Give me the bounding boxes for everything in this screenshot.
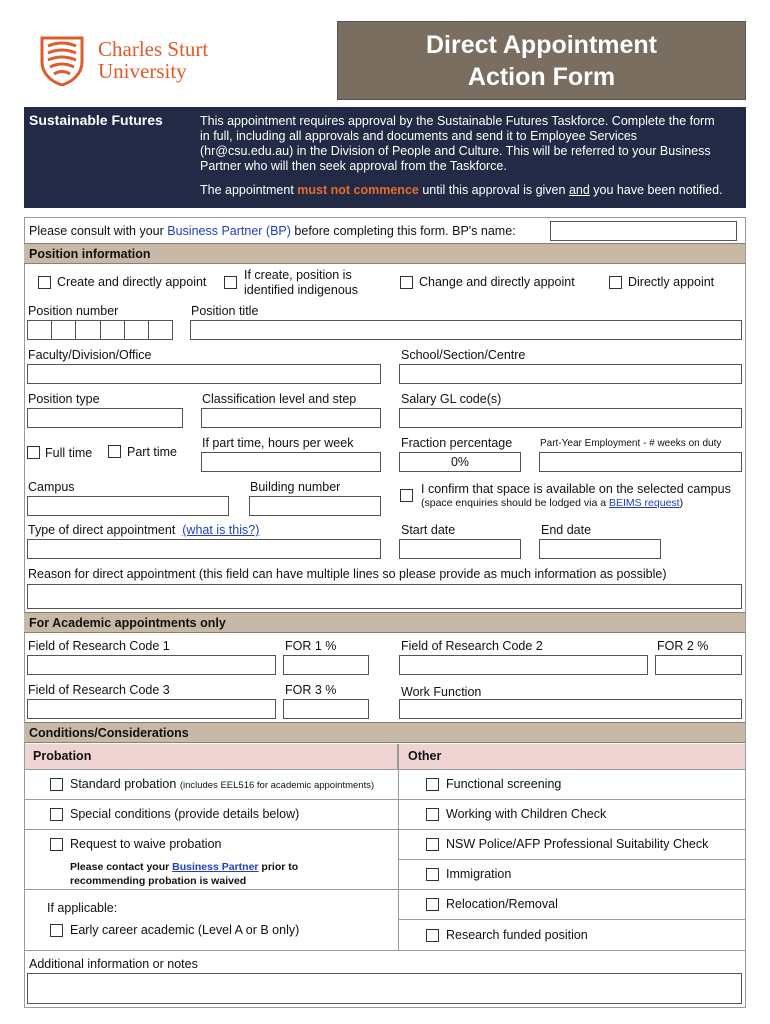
position-title-input[interactable] [190,320,742,340]
create-appoint-checkbox[interactable] [38,276,51,289]
notice-line-1: This appointment requires approval by the Sustainable Futures Taskforce. Complete the form [200,114,715,128]
hours-per-week-label: If part time, hours per week [202,436,354,450]
csu-logo-icon [38,36,86,86]
notice-text [200,114,723,198]
probation-heading: Probation [25,744,398,769]
space-confirm-label: I confirm that space is available on the selected campus [421,482,731,496]
position-number-label: Position number [28,304,119,318]
police-check-checkbox[interactable] [426,838,439,851]
for1-pct-label: FOR 1 % [285,639,337,653]
part-year-input[interactable] [539,452,742,472]
for1-pct-input[interactable] [283,655,369,675]
special-conditions-checkbox[interactable] [50,808,63,821]
notice-warning-pre: The appointment [200,183,298,197]
direct-appoint-checkbox[interactable] [609,276,622,289]
notice-line-2: in full, including all approvals and documents and send it to Employee Services [200,129,638,143]
salary-gl-label: Salary GL code(s) [401,392,502,406]
position-title-label: Position title [191,304,259,318]
special-conditions-label: Special conditions (provide details below) [70,807,300,821]
direct-type-label [28,523,259,537]
immigration-checkbox[interactable] [426,868,439,881]
direct-type-text: Type of direct appointment [28,523,176,537]
end-date-label: End date [541,523,592,537]
sustainable-futures-notice [24,107,746,208]
for3-label: Field of Research Code 3 [28,683,170,697]
functional-screening-label: Functional screening [446,777,562,791]
notice-warning [200,183,723,198]
std-probation-text: Standard probation [70,777,180,791]
part-time-checkbox[interactable] [108,445,121,458]
space-note-pre: (space enquiries should be lodged via a [421,497,609,509]
notice-warning-post: you have been notified. [589,183,723,197]
direct-type-input[interactable] [27,539,381,559]
hours-per-week-input[interactable] [201,452,381,472]
for3-pct-label: FOR 3 % [285,683,337,697]
classification-input[interactable] [201,408,381,428]
wwcc-label: Working with Children Check [446,807,607,821]
end-date-input[interactable] [539,539,661,559]
immigration-label: Immigration [446,867,512,881]
full-time-label: Full time [45,446,93,460]
indigenous-label-2: identified indigenous [244,283,358,297]
conditions-row-line [399,919,745,920]
std-probation-checkbox[interactable] [50,778,63,791]
contact-bp-note [70,860,298,874]
school-input[interactable] [399,364,742,384]
fraction-label: Fraction percentage [401,436,513,450]
work-function-input[interactable] [399,699,742,719]
conditions-row-line [25,769,745,770]
faculty-label: Faculty/Division/Office [28,348,152,362]
for2-pct-label: FOR 2 % [657,639,709,653]
consult-post: before completing this form. BP's name: [290,224,516,238]
position-number-input[interactable] [27,320,173,340]
notice-warning-underline: and [568,183,590,197]
change-appoint-checkbox[interactable] [400,276,413,289]
early-career-checkbox[interactable] [50,924,63,937]
additional-info-input[interactable] [27,973,742,1004]
other-heading: Other [399,744,745,769]
police-check-label: NSW Police/AFP Professional Suitability Check [446,837,709,851]
for2-pct-input[interactable] [655,655,742,675]
early-career-label: Early career academic (Level A or B only) [70,923,300,937]
wwcc-checkbox[interactable] [426,808,439,821]
part-year-label: Part-Year Employment - # weeks on duty [540,438,722,449]
logo-text-line2: University [98,59,187,83]
functional-screening-checkbox[interactable] [426,778,439,791]
logo-text-line1: Charles Sturt [98,37,209,61]
indigenous-label-1: If create, position is [244,268,352,282]
notice-line-4: Partner who will then seek approval from the Taskforce. [200,159,507,173]
fraction-input[interactable]: 0% [399,452,521,472]
beims-request-link[interactable]: BEIMS request [608,497,680,509]
for3-pct-input[interactable] [283,699,369,719]
page-title-line1: Direct Appointment [425,31,658,59]
waive-probation-checkbox[interactable] [50,838,63,851]
faculty-input[interactable] [27,364,381,384]
campus-label: Campus [28,480,75,494]
full-time-checkbox[interactable] [27,446,40,459]
space-confirm-checkbox[interactable] [400,489,413,502]
academic-heading: For Academic appointments only [24,612,745,633]
what-is-this-link[interactable]: (what is this?) [182,523,260,537]
research-funded-checkbox[interactable] [426,929,439,942]
indigenous-checkbox[interactable] [224,276,237,289]
conditions-row-line [25,950,745,951]
std-probation-label [70,777,374,793]
create-appoint-label: Create and directly appoint [57,275,207,289]
reason-label: Reason for direct appointment (this field can have multiple lines so please provide as much information as possible) [28,567,667,581]
conditions-row-line [399,859,745,860]
conditions-row-line [25,829,745,830]
conditions-row-line [25,799,745,800]
std-probation-note: (includes EEL516 for academic appointments) [179,780,375,791]
direct-appoint-label: Directly appoint [628,275,715,289]
notice-heading: Sustainable Futures [29,112,163,128]
part-time-label: Part time [127,445,178,459]
reason-input[interactable] [27,584,742,609]
consult-text [29,224,516,238]
research-funded-label: Research funded position [446,928,588,942]
conditions-heading: Conditions/Considerations [24,722,745,743]
notice-warning-emphasis: must not commence [297,183,419,197]
contact-bp-pre: Please contact your [70,861,173,873]
relocation-checkbox[interactable] [426,898,439,911]
relocation-label: Relocation/Removal [446,897,558,911]
space-confirm-note [421,496,683,510]
work-function-label: Work Function [401,685,482,699]
for3-input[interactable] [27,699,276,719]
position-info-heading: Position information [24,243,745,264]
position-type-label: Position type [28,392,100,406]
for2-input[interactable] [399,655,648,675]
campus-input[interactable] [27,496,229,516]
notice-warning-mid: until this approval is given [418,183,569,197]
space-note-post: ) [679,497,684,509]
start-date-label: Start date [401,523,456,537]
conditions-row-line [25,889,745,890]
notice-line-3: (hr@csu.edu.au) in the Division of People and Culture. This will be referred to your Business [200,144,711,158]
contact-bp-link[interactable]: Business Partner [172,861,259,873]
position-type-input[interactable] [27,408,183,428]
page-title-line2: Action Form [467,63,616,91]
building-label: Building number [250,480,341,494]
for2-label: Field of Research Code 2 [401,639,543,653]
building-input[interactable] [249,496,381,516]
business-partner-link[interactable]: Business Partner (BP) [167,224,291,238]
additional-info-label: Additional information or notes [29,957,198,971]
csu-logo [38,36,86,86]
title-banner [337,21,746,100]
waive-probation-label: Request to waive probation [70,837,222,851]
contact-bp-post: prior to [258,861,299,873]
if-applicable-label: If applicable: [47,901,118,915]
for1-input[interactable] [27,655,276,675]
salary-gl-input[interactable] [399,408,742,428]
school-label: School/Section/Centre [401,348,526,362]
contact-bp-note-2: recommending probation is waived [70,875,247,887]
for1-label: Field of Research Code 1 [28,639,170,653]
bp-name-input[interactable] [550,221,737,241]
start-date-input[interactable] [399,539,521,559]
change-appoint-label: Change and directly appoint [419,275,575,289]
consult-pre: Please consult with your [29,224,168,238]
classification-label: Classification level and step [202,392,357,406]
